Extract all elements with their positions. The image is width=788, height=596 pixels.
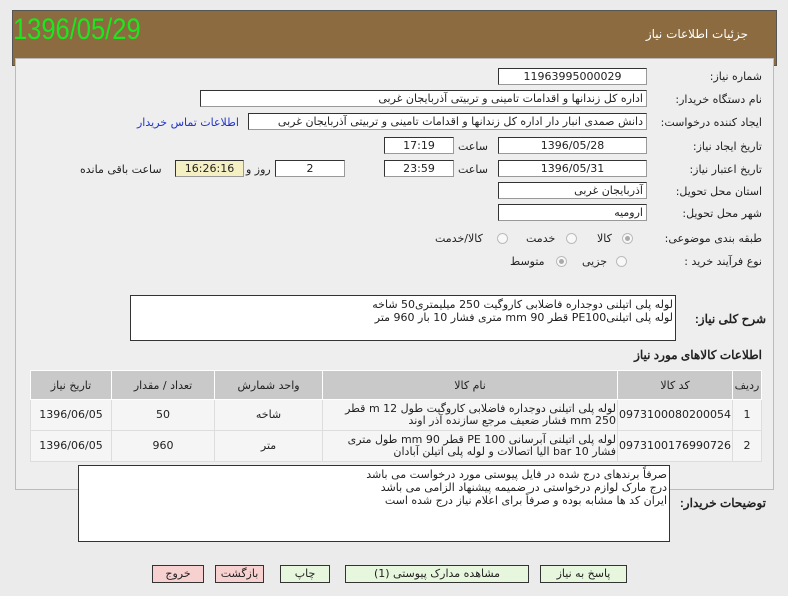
created-time-label: ساعت xyxy=(458,140,488,153)
requester-field: دانش صمدی انبار دار اداره کل زندانها و اقدامات تامینی و تربیتی آذربایجان غربی xyxy=(248,113,647,130)
buyer-org-field: اداره کل زندانها و اقدامات تامینی و تربیتی آذربایجان غربی xyxy=(200,90,647,107)
summary-label: شرح کلی نیاز: xyxy=(694,312,766,326)
time-remaining-field: 16:26:16 xyxy=(175,160,244,177)
category-label: طبقه بندی موضوعی: xyxy=(664,232,762,245)
category-radio-goods[interactable] xyxy=(622,233,633,244)
category-radio-both[interactable] xyxy=(497,233,508,244)
goods-name: لوله پلی اتیلنی آبرسانی PE 100 قطر mm 90 طول متری فشار bar 10 الیا اتصالات و لوله پلی اتیلن آبادان xyxy=(323,431,618,462)
row-number: 2 xyxy=(733,431,762,462)
goods-date: 1396/06/05 xyxy=(31,400,112,431)
province-field: آذربایجان غربی xyxy=(498,182,647,199)
col-qty: تعداد / مقدار xyxy=(112,371,215,400)
goods-table xyxy=(30,370,762,462)
goods-date: 1396/06/05 xyxy=(31,431,112,462)
category-option-goods: کالا xyxy=(597,232,612,245)
requester-label: ایجاد کننده درخواست: xyxy=(660,116,762,129)
city-label: شهر محل تحویل: xyxy=(682,207,762,220)
col-name: نام کالا xyxy=(323,371,618,400)
summary-textarea[interactable]: لوله پلی اتیلنی دوجداره فاضلابی کاروگیت 250 میلیمتری50 شاخه لوله پلی اتیلنیPE100 قطر mm 90 متری فشار 10 بار 960 متر xyxy=(130,295,676,341)
col-row: ردیف xyxy=(733,371,762,400)
reply-button[interactable]: پاسخ به نیاز xyxy=(540,565,627,583)
notes-label: توضیحات خریدار: xyxy=(679,496,766,510)
days-remaining-field: 2 xyxy=(275,160,345,177)
page-title: جزئیات اطلاعات نیاز xyxy=(645,27,748,41)
process-option-minor: جزیی xyxy=(582,255,608,268)
need-number-label: شماره نیاز: xyxy=(709,70,762,83)
buyer-org-label: نام دستگاه خریدار: xyxy=(675,93,762,106)
goods-code: 0973100080200054 xyxy=(618,400,733,431)
valid-time-label: ساعت xyxy=(458,163,488,176)
table-row xyxy=(31,400,762,431)
back-button[interactable]: بازگشت xyxy=(215,565,264,583)
created-time-field: 17:19 xyxy=(384,137,454,154)
col-date: تاریخ نیاز xyxy=(31,371,112,400)
table-row xyxy=(31,431,762,462)
header-date: 1396/05/29 xyxy=(13,13,141,46)
notes-textarea[interactable]: صرفاً برندهای درج شده در فایل پیوستی مورد درخواست می باشد درج مارک لوازم درخواستی در ضمیمه پیشنهاد الزامی می باشد ایران کد ها مشابه بوده و صرفاً برای اعلام نیاز درج شده است xyxy=(78,465,670,542)
city-field: ارومیه xyxy=(498,204,647,221)
goods-unit: متر xyxy=(215,431,323,462)
need-number-field: 11963995000029 xyxy=(498,68,647,85)
time-remaining-label: ساعت باقی مانده xyxy=(80,163,162,176)
category-option-both: کالا/خدمت xyxy=(435,232,483,245)
process-label: نوع فرآیند خرید : xyxy=(684,255,762,268)
category-option-service: خدمت xyxy=(526,232,556,245)
valid-time-field: 23:59 xyxy=(384,160,454,177)
created-date-label: تاریخ ایجاد نیاز: xyxy=(692,140,762,153)
exit-button[interactable]: خروج xyxy=(152,565,204,583)
goods-unit: شاخه xyxy=(215,400,323,431)
process-radio-medium[interactable] xyxy=(556,256,567,267)
goods-qty: 960 xyxy=(112,431,215,462)
goods-name: لوله پلی اتیلنی دوجداره فاضلابی کاروگیت طول m 12 قطر 250 mm فشار ضعیف مرجع سازنده آذر اوند xyxy=(323,400,618,431)
print-button[interactable]: چاپ xyxy=(280,565,330,583)
col-unit: واحد شمارش xyxy=(215,371,323,400)
col-code: کد کالا xyxy=(618,371,733,400)
process-radio-minor[interactable] xyxy=(616,256,627,267)
valid-date-label: تاریخ اعتبار نیاز: xyxy=(689,163,762,176)
goods-qty: 50 xyxy=(112,400,215,431)
created-date-field: 1396/05/28 xyxy=(498,137,647,154)
row-number: 1 xyxy=(733,400,762,431)
province-label: استان محل تحویل: xyxy=(675,185,762,198)
category-radio-service[interactable] xyxy=(566,233,577,244)
view-attachments-button[interactable]: مشاهده مدارک پیوستی (1) xyxy=(345,565,529,583)
goods-code: 0973100176990726 xyxy=(618,431,733,462)
buyer-contact-link[interactable]: اطلاعات تماس خریدار xyxy=(137,116,239,129)
valid-date-field: 1396/05/31 xyxy=(498,160,647,177)
process-option-medium: متوسط xyxy=(510,255,545,268)
goods-section-title: اطلاعات کالاهای مورد نیاز xyxy=(634,348,762,362)
days-label: روز و xyxy=(246,163,271,176)
